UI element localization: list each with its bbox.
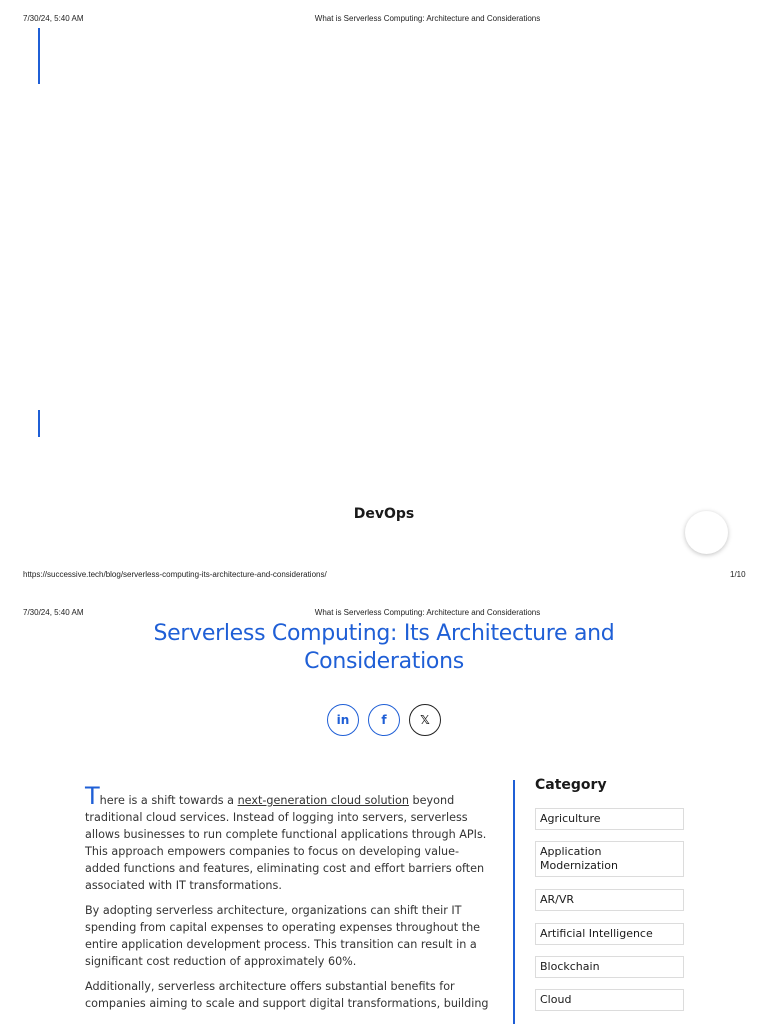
paragraph-3: Additionally, serverless architecture offers substantial benefits for companies aiming to scale and support digital transformations, building — [85, 980, 489, 1010]
facebook-share-button[interactable] — [368, 704, 400, 736]
article-body — [85, 782, 490, 1020]
category-item-cloud[interactable]: Cloud — [535, 989, 684, 1011]
accent-bar-top — [38, 28, 40, 84]
category-item-ar-vr[interactable]: AR/VR — [535, 889, 684, 911]
linkedin-icon: in — [336, 713, 350, 727]
paragraph-2: By adopting serverless architecture, organizations can shift their IT spending from capital expenses to operating expenses throughout the entire application development process. This transition can result in a significant cost reduction of approximately 60%. — [85, 904, 481, 968]
floating-action-button[interactable] — [685, 511, 728, 554]
linkedin-share-button[interactable] — [327, 704, 359, 736]
page1-header-date: 7/30/24, 5:40 AM — [23, 14, 84, 23]
category-item-application-modernization[interactable]: Application Modernization — [535, 841, 684, 877]
facebook-icon: f — [381, 713, 387, 727]
page2-header-date: 7/30/24, 5:40 AM — [23, 608, 84, 617]
page2-header-title: What is Serverless Computing: Architecture and Considerations — [314, 608, 541, 617]
category-heading: Category — [535, 777, 607, 793]
page1-header-title: What is Serverless Computing: Architecture and Considerations — [314, 14, 541, 23]
article-title-line2: Considerations — [304, 649, 464, 674]
article-title-line1: Serverless Computing: Its Architecture and — [153, 621, 615, 646]
sidebar-divider — [513, 780, 515, 1024]
next-gen-cloud-link[interactable]: next-generation cloud solution — [237, 794, 409, 807]
page1-footer-page: 1/10 — [730, 570, 746, 579]
category-item-artificial-intelligence[interactable]: Artificial Intelligence — [535, 923, 684, 945]
category-item-agriculture[interactable]: Agriculture — [535, 808, 684, 830]
paragraph-1-text-b: beyond traditional cloud services. Instead of logging into servers, serverless allows businesses to run complete functional applications through APIs. This approach empowers companies to focus on developing value-added functions and features, eliminating cost and effort barriers often associated with IT transformations. — [85, 794, 487, 892]
accent-bar-bottom — [38, 410, 40, 437]
article-title — [84, 620, 684, 676]
x-share-button[interactable] — [409, 704, 441, 736]
drop-cap: T — [85, 782, 100, 810]
page1-footer-url: https://successive.tech/blog/serverless-computing-its-architecture-and-considerations/ — [23, 570, 327, 579]
category-label: DevOps — [353, 506, 415, 522]
x-icon: 𝕏 — [420, 713, 430, 727]
paragraph-1 — [85, 782, 490, 894]
paragraph-1-text-a: here is a shift towards a — [99, 794, 238, 807]
category-item-blockchain[interactable]: Blockchain — [535, 956, 684, 978]
